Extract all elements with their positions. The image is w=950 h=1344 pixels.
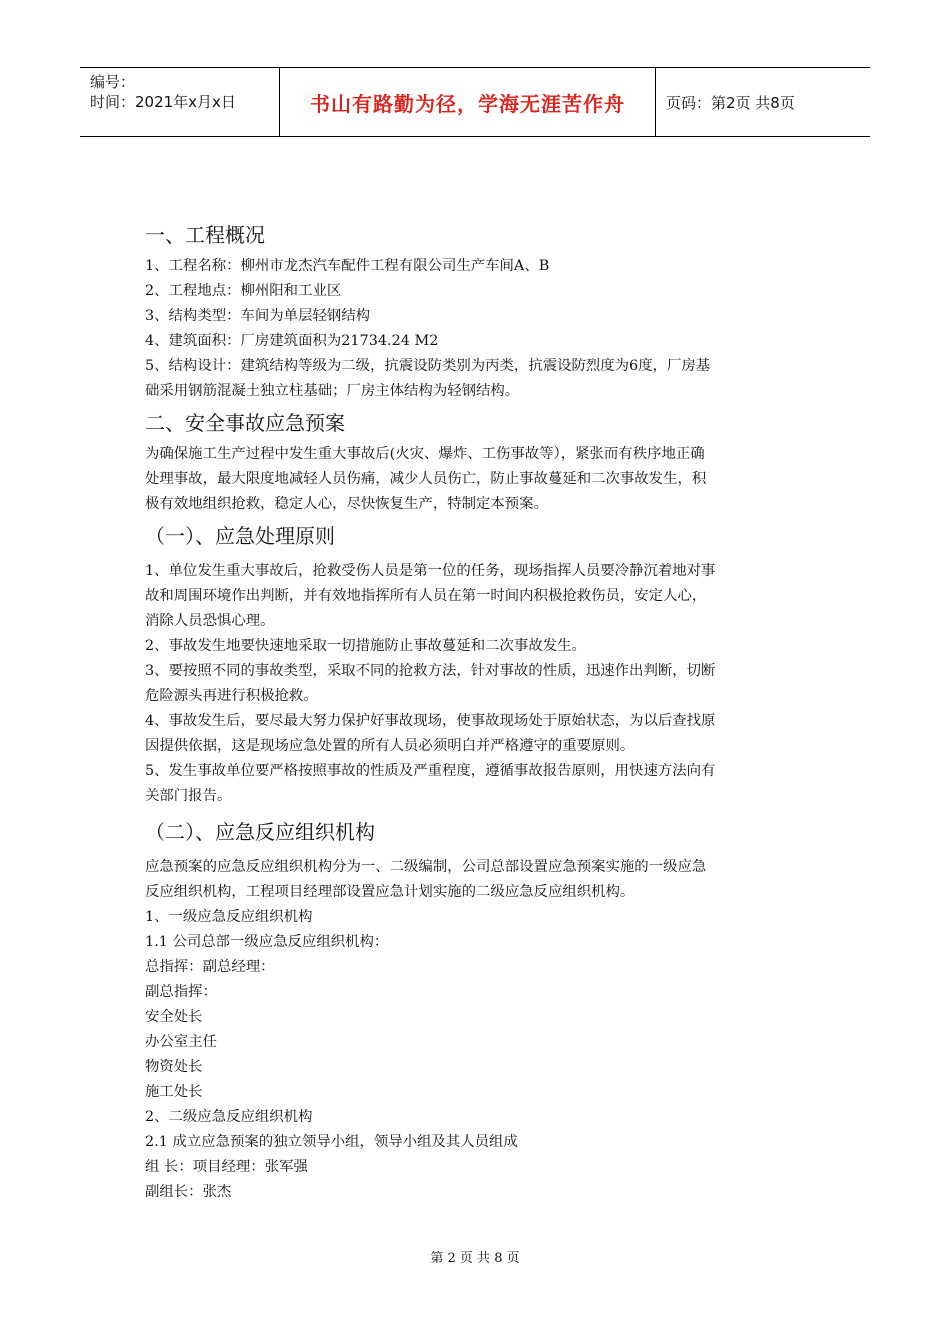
paragraph-line: 物资处长: [145, 1059, 203, 1075]
paragraph-line: 副组长：张杰: [145, 1184, 232, 1200]
header-meta: [80, 68, 280, 136]
paragraph-line: 危险源头再进行积极抢救。: [145, 688, 318, 704]
section-title-overview: 一、工程概况: [145, 223, 265, 247]
header-code-label: 编号：: [90, 73, 136, 91]
paragraph-line: 极有效地组织抢救，稳定人心，尽快恢复生产，特制定本预案。: [145, 496, 548, 512]
header-motto: 书山有路勤为径，学海无涯苦作舟: [280, 68, 656, 136]
paragraph-line: 施工处长: [145, 1084, 203, 1100]
paragraph-line: 组 长：项目经理：张军强: [145, 1159, 308, 1175]
paragraph-line: 2、二级应急反应组织机构: [145, 1109, 313, 1125]
paragraph-line: 故和周围环境作出判断，并有效地指挥所有人员在第一时间内积极抢救伤员，安定人心，: [145, 588, 707, 604]
paragraph-line: 4、事故发生后，要尽最大努力保护好事故现场，使事故现场处于原始状态，为以后查找原: [145, 713, 716, 729]
paragraph-line: 办公室主任: [145, 1034, 217, 1050]
paragraph-line: 处理事故，最大限度地减轻人员伤痛，减少人员伤亡，防止事故蔓延和二次事故发生，积: [145, 471, 707, 487]
paragraph-line: 2、工程地点：柳州阳和工业区: [145, 283, 342, 299]
paragraph-line: 因提供依据，这是现场应急处置的所有人员必须明白并严格遵守的重要原则。: [145, 738, 635, 754]
paragraph-line: 5、发生事故单位要严格按照事故的性质及严重程度，遵循事故报告原则，用快速方法向有: [145, 763, 716, 779]
paragraph-line: 应急预案的应急反应组织机构分为一、二级编制，公司总部设置应急预案实施的一级应急: [145, 859, 707, 875]
section-title-organization: （二）、应急反应组织机构: [145, 820, 375, 844]
paragraph-line: 反应组织机构，工程项目经理部设置应急计划实施的二级应急反应组织机构。: [145, 884, 635, 900]
paragraph-line: 4、建筑面积：厂房建筑面积为21734.24 M2: [145, 333, 439, 349]
paragraph-line: 1、单位发生重大事故后，抢救受伤人员是第一位的任务，现场指挥人员要冷静沉着地对事: [145, 563, 716, 579]
paragraph-line: 为确保施工生产过程中发生重大事故后(火灾、爆炸、工伤事故等），紧张而有秩序地正确: [145, 446, 705, 462]
paragraph-line: 安全处长: [145, 1009, 203, 1025]
paragraph-line: 副总指挥：: [145, 984, 217, 1000]
page-footer: 第 2 页 共 8 页: [430, 1251, 520, 1266]
paragraph-line: 消除人员恐惧心理。: [145, 613, 275, 629]
paragraph-line: 1、工程名称：柳州市龙杰汽车配件工程有限公司生产车间A、B: [145, 258, 550, 274]
section-title-emergency-plan: 二、安全事故应急预案: [145, 411, 345, 435]
paragraph-line: 关部门报告。: [145, 788, 232, 804]
paragraph-line: 础采用钢筋混凝土独立柱基础；厂房主体结构为轻钢结构。: [145, 383, 520, 399]
header-page-number: 页码：第2页 共8页: [666, 93, 795, 112]
paragraph-line: 总指挥：副总经理：: [145, 959, 275, 975]
paragraph-line: 5、结构设计：建筑结构等级为二级，抗震设防类别为丙类，抗震设防烈度为6度，厂房基: [145, 358, 711, 374]
document-body: [145, 220, 810, 1205]
section-title-principles: （一）、应急处理原则: [145, 524, 335, 548]
paragraph-line: 2.1 成立应急预案的独立领导小组，领导小组及其人员组成: [145, 1134, 518, 1150]
header-date: 时间：2021年x月x日: [90, 93, 236, 111]
paragraph-line: 1.1 公司总部一级应急反应组织机构：: [145, 934, 389, 950]
paragraph-line: 3、结构类型：车间为单层轻钢结构: [145, 308, 371, 324]
page-header: [80, 67, 870, 137]
paragraph-line: 2、事故发生地要快速地采取一切措施防止事故蔓延和二次事故发生。: [145, 638, 586, 654]
paragraph-line: 3、要按照不同的事故类型，采取不同的抢救方法，针对事故的性质，迅速作出判断，切断: [145, 663, 716, 679]
paragraph-line: 1、一级应急反应组织机构: [145, 909, 313, 925]
